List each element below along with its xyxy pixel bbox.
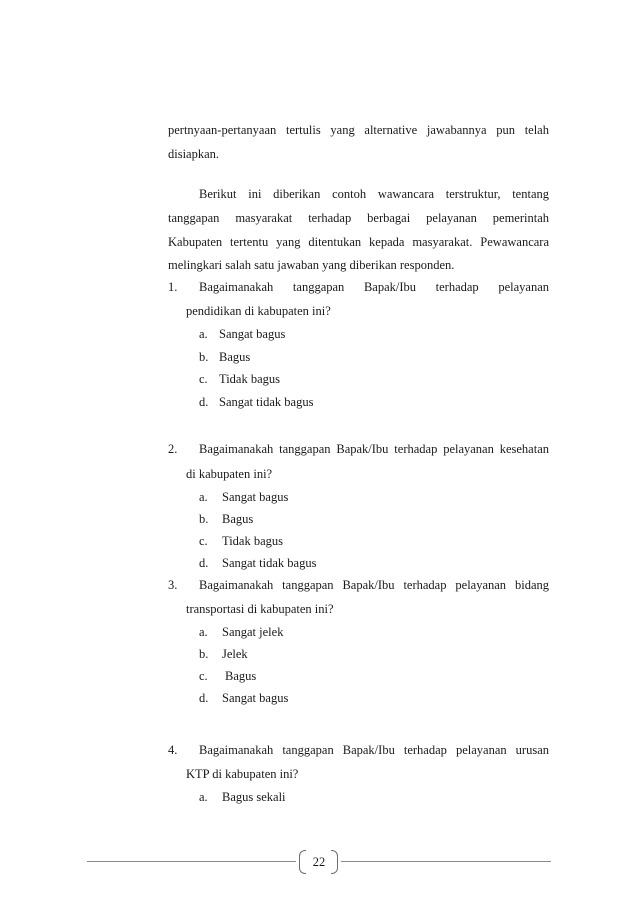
option-letter: b.: [199, 350, 209, 364]
question-text-line-1: Bagaimanakah tanggapan Bapak/Ibu terhadap pelayanan urusan: [199, 743, 549, 757]
option-letter: c.: [199, 669, 208, 683]
paragraph-line-1: Berikut ini diberikan contoh wawancara terstruktur, tentang: [199, 187, 549, 201]
question-text-line-1: Bagaimanakah tanggapan Bapak/Ibu terhadap pelayanan kesehatan: [199, 442, 549, 456]
option-letter: a.: [199, 327, 208, 341]
option-text: Sangat bagus: [219, 327, 286, 341]
paragraph-line-3: Kabupaten tertentu yang ditentukan kepada masyarakat. Pewawancara: [168, 235, 549, 249]
option-text: Sangat bagus: [222, 490, 289, 504]
intro-line-1: pertnyaan-pertanyaan tertulis yang alternative jawabannya pun telah: [168, 123, 549, 137]
option-text: Sangat tidak bagus: [219, 395, 314, 409]
option-letter: c.: [199, 372, 208, 386]
option-letter: d.: [199, 556, 209, 570]
page-number-bracket-right: [331, 850, 338, 874]
option-text: Sangat tidak bagus: [222, 556, 317, 570]
question-text-line-2: di kabupaten ini?: [186, 467, 273, 481]
question-text-line-1: Bagaimanakah tanggapan Bapak/Ibu terhadap pelayanan: [199, 280, 549, 294]
page-number: 22: [312, 855, 326, 869]
option-text: Sangat bagus: [222, 691, 289, 705]
paragraph-line-2: tanggapan masyarakat terhadap berbagai pelayanan pemerintah: [168, 211, 549, 225]
paragraph-line-4: melingkari salah satu jawaban yang diberikan responden.: [168, 258, 455, 272]
question-text-line-2: transportasi di kabupaten ini?: [186, 602, 334, 616]
option-text: Bagus sekali: [222, 790, 286, 804]
option-letter: d.: [199, 395, 209, 409]
option-letter: d.: [199, 691, 209, 705]
option-text: Bagus: [219, 350, 251, 364]
option-text: Bagus: [222, 512, 254, 526]
option-letter: c.: [199, 534, 208, 548]
footer-rule-right: [341, 861, 551, 862]
option-text: Tidak bagus: [219, 372, 281, 386]
option-letter: a.: [199, 625, 208, 639]
option-letter: b.: [199, 512, 209, 526]
question-text-line-1: Bagaimanakah tanggapan Bapak/Ibu terhadap pelayanan bidang: [199, 578, 549, 592]
intro-line-2: disiapkan.: [168, 147, 220, 161]
option-letter: a.: [199, 790, 208, 804]
option-text: Tidak bagus: [222, 534, 284, 548]
option-text: Jelek: [222, 647, 248, 661]
question-number: 1.: [168, 280, 178, 294]
option-text: Bagus: [225, 669, 257, 683]
question-number: 4.: [168, 743, 178, 757]
question-number: 2.: [168, 442, 178, 456]
option-text: Sangat jelek: [222, 625, 284, 639]
option-letter: b.: [199, 647, 209, 661]
option-letter: a.: [199, 490, 208, 504]
question-text-line-2: KTP di kabupaten ini?: [186, 767, 299, 781]
footer-rule-left: [87, 861, 296, 862]
question-number: 3.: [168, 578, 178, 592]
question-text-line-2: pendidikan di kabupaten ini?: [186, 304, 331, 318]
